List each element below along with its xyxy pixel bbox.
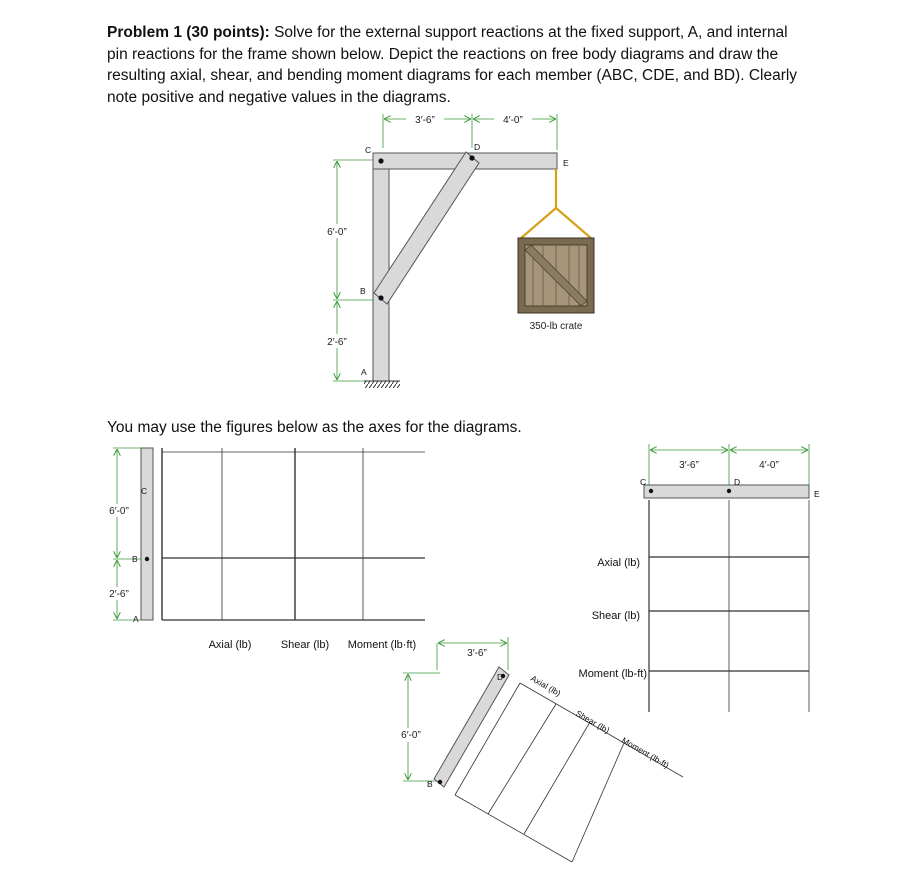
abc-label-b: B (132, 554, 138, 564)
bd-label-d: D (497, 672, 504, 682)
abc-dim-bottom: 2′-6” (109, 589, 129, 600)
abc-member (141, 448, 153, 620)
member-bd (374, 152, 479, 304)
cde-moment-label: Moment (lb-ft) (578, 668, 647, 680)
fixed-support (364, 381, 400, 388)
cde-shear-label: Shear (lb) (591, 610, 640, 622)
dim-de: 4′-0” (503, 115, 523, 126)
bd-moment-label: Moment (lb-ft) (620, 735, 671, 771)
bd-member (434, 667, 509, 787)
label-e: E (563, 158, 569, 168)
label-a: A (361, 367, 367, 377)
cde-dim-de: 4′-0” (759, 460, 779, 471)
axes-note: You may use the figures below as the axes for the diagrams. (107, 419, 522, 436)
bd-dim-h: 3′-6” (467, 648, 487, 659)
abc-moment-label: Moment (lb·ft) (347, 639, 417, 651)
crate-label: 350-lb crate (529, 321, 583, 332)
dim-cd: 3′-6” (415, 115, 435, 126)
cde-member (644, 485, 809, 498)
bd-label-b: B (427, 779, 433, 789)
abc-shear-label: Shear (lb) (280, 639, 330, 651)
abc-dim-top: 6′-0” (109, 506, 129, 517)
dim-ba: 2′-6” (327, 337, 347, 348)
abc-diagram (104, 448, 425, 651)
problem-text: Solve for the external support reactions at the fixed support, A, and internal pin reactions for the frame shown below. Depict the reactions on free body diagrams and draw the resulting axial, shear, and bending moment diagrams for each member (ABC, CDE, and BD). Clearly note positive and negative values in the diagrams. (107, 24, 798, 106)
label-c: C (365, 145, 372, 155)
member-abc (373, 153, 389, 381)
cde-label-e: E (814, 489, 820, 499)
pin-c (378, 158, 383, 163)
abc-grid (162, 448, 425, 620)
cde-dim-cd: 3′-6” (679, 460, 699, 471)
problem-heading: Problem 1 (30 points): (107, 24, 270, 41)
pin-b (378, 295, 383, 300)
bd-shear-label: Shear (lb) (574, 708, 612, 736)
dim-cb: 6′-0” (327, 227, 347, 238)
cde-grid (649, 500, 809, 712)
cde-axial-label: Axial (lb) (597, 557, 640, 569)
abc-label-a: A (133, 614, 139, 624)
label-b: B (360, 286, 366, 296)
cde-diagram (579, 444, 820, 712)
bd-dim-v: 6′-0” (401, 730, 421, 741)
crate (518, 238, 594, 313)
frame-diagram (320, 113, 594, 388)
pin-d (469, 155, 474, 160)
bd-axial-label: Axial (lb) (529, 673, 563, 699)
cde-label-c: C (640, 477, 647, 487)
label-d: D (474, 142, 481, 152)
abc-axial-label: Axial (lb) (208, 639, 252, 651)
cde-label-d: D (734, 477, 741, 487)
abc-label-c: C (141, 486, 148, 496)
